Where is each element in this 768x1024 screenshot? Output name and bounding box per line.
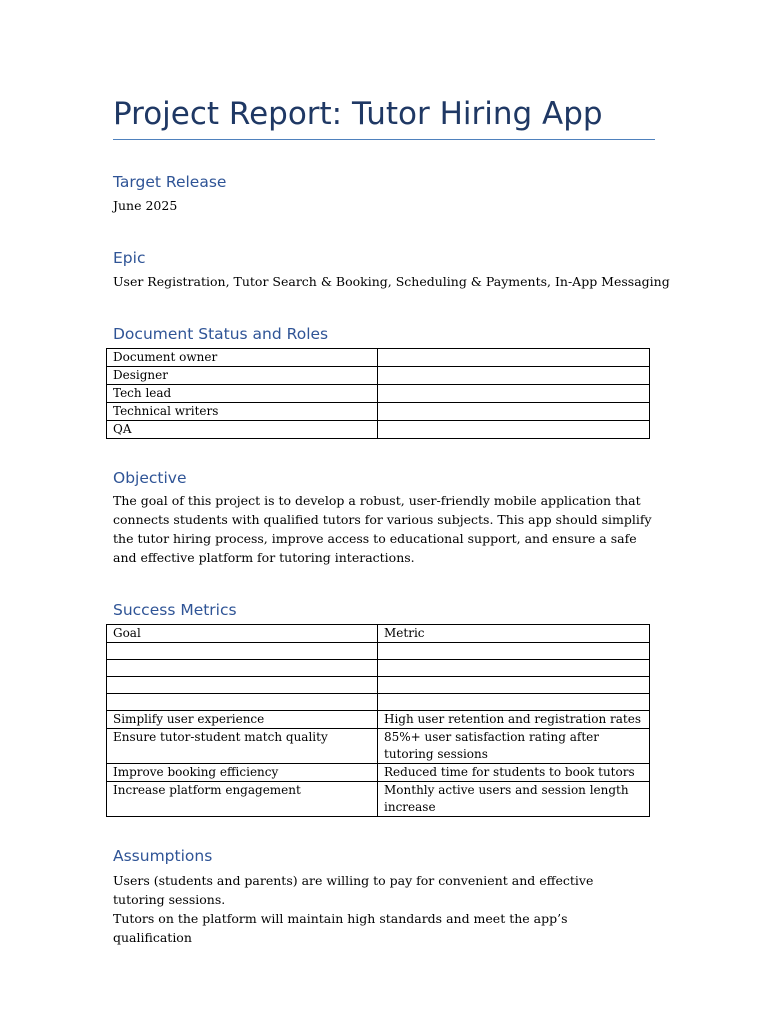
goal-cell bbox=[107, 677, 378, 694]
table-row bbox=[107, 729, 650, 764]
title-divider bbox=[113, 139, 655, 140]
goal-cell: Ensure tutor-student match quality bbox=[107, 729, 378, 764]
metric-cell bbox=[378, 677, 650, 694]
role-cell: Document owner bbox=[107, 349, 378, 367]
metric-cell bbox=[378, 643, 650, 660]
goal-cell bbox=[107, 694, 378, 711]
table-header-row bbox=[107, 625, 650, 643]
status-roles-heading: Document Status and Roles bbox=[113, 325, 329, 343]
epic-heading: Epic bbox=[113, 249, 146, 267]
role-value-cell bbox=[378, 349, 650, 367]
table-row bbox=[107, 711, 650, 729]
goal-cell bbox=[107, 660, 378, 677]
assumptions-heading: Assumptions bbox=[113, 847, 213, 865]
epic-value: User Registration, Tutor Search & Booking, Scheduling & Payments, In-App Messaging bbox=[113, 274, 670, 289]
metric-cell bbox=[378, 660, 650, 677]
table-row bbox=[107, 677, 650, 694]
status-roles-table bbox=[106, 348, 650, 439]
table-row bbox=[107, 421, 650, 439]
table-row bbox=[107, 694, 650, 711]
metric-header-cell: Metric bbox=[378, 625, 650, 643]
table-row bbox=[107, 764, 650, 782]
role-cell: Tech lead bbox=[107, 385, 378, 403]
target-release-heading: Target Release bbox=[113, 173, 227, 191]
role-value-cell bbox=[378, 421, 650, 439]
goal-cell: Simplify user experience bbox=[107, 711, 378, 729]
goal-cell: Increase platform engagement bbox=[107, 782, 378, 817]
table-row bbox=[107, 403, 650, 421]
metric-cell bbox=[378, 694, 650, 711]
role-cell: Designer bbox=[107, 367, 378, 385]
target-release-value: June 2025 bbox=[113, 198, 178, 213]
role-value-cell bbox=[378, 385, 650, 403]
table-row bbox=[107, 660, 650, 677]
metric-cell: High user retention and registration rates bbox=[378, 711, 650, 729]
metric-cell: Reduced time for students to book tutors bbox=[378, 764, 650, 782]
table-row bbox=[107, 782, 650, 817]
assumption-item: Users (students and parents) are willing to pay for convenient and effective tutoring sessions. bbox=[113, 873, 594, 907]
goal-header-cell: Goal bbox=[107, 625, 378, 643]
table-row bbox=[107, 349, 650, 367]
objective-text: The goal of this project is to develop a robust, user-friendly mobile application that connects students with qualified tutors for various subjects. This app should simplify the tutor hiring process, improve access to educational support, and ensure a safe and effective platform for tutoring interactions. bbox=[113, 493, 652, 565]
table-row bbox=[107, 367, 650, 385]
goal-cell bbox=[107, 643, 378, 660]
assumption-item: Tutors on the platform will maintain high standards and meet the app’s qualification bbox=[113, 911, 568, 945]
goal-cell: Improve booking efficiency bbox=[107, 764, 378, 782]
table-row bbox=[107, 385, 650, 403]
role-cell: QA bbox=[107, 421, 378, 439]
success-metrics-heading: Success Metrics bbox=[113, 601, 237, 619]
objective-heading: Objective bbox=[113, 469, 187, 487]
role-cell: Technical writers bbox=[107, 403, 378, 421]
role-value-cell bbox=[378, 367, 650, 385]
success-metrics-table bbox=[106, 624, 650, 817]
metric-cell: Monthly active users and session length increase bbox=[378, 782, 650, 817]
metric-cell: 85%+ user satisfaction rating after tutoring sessions bbox=[378, 729, 650, 764]
role-value-cell bbox=[378, 403, 650, 421]
table-row bbox=[107, 643, 650, 660]
page-title: Project Report: Tutor Hiring App bbox=[113, 96, 603, 132]
